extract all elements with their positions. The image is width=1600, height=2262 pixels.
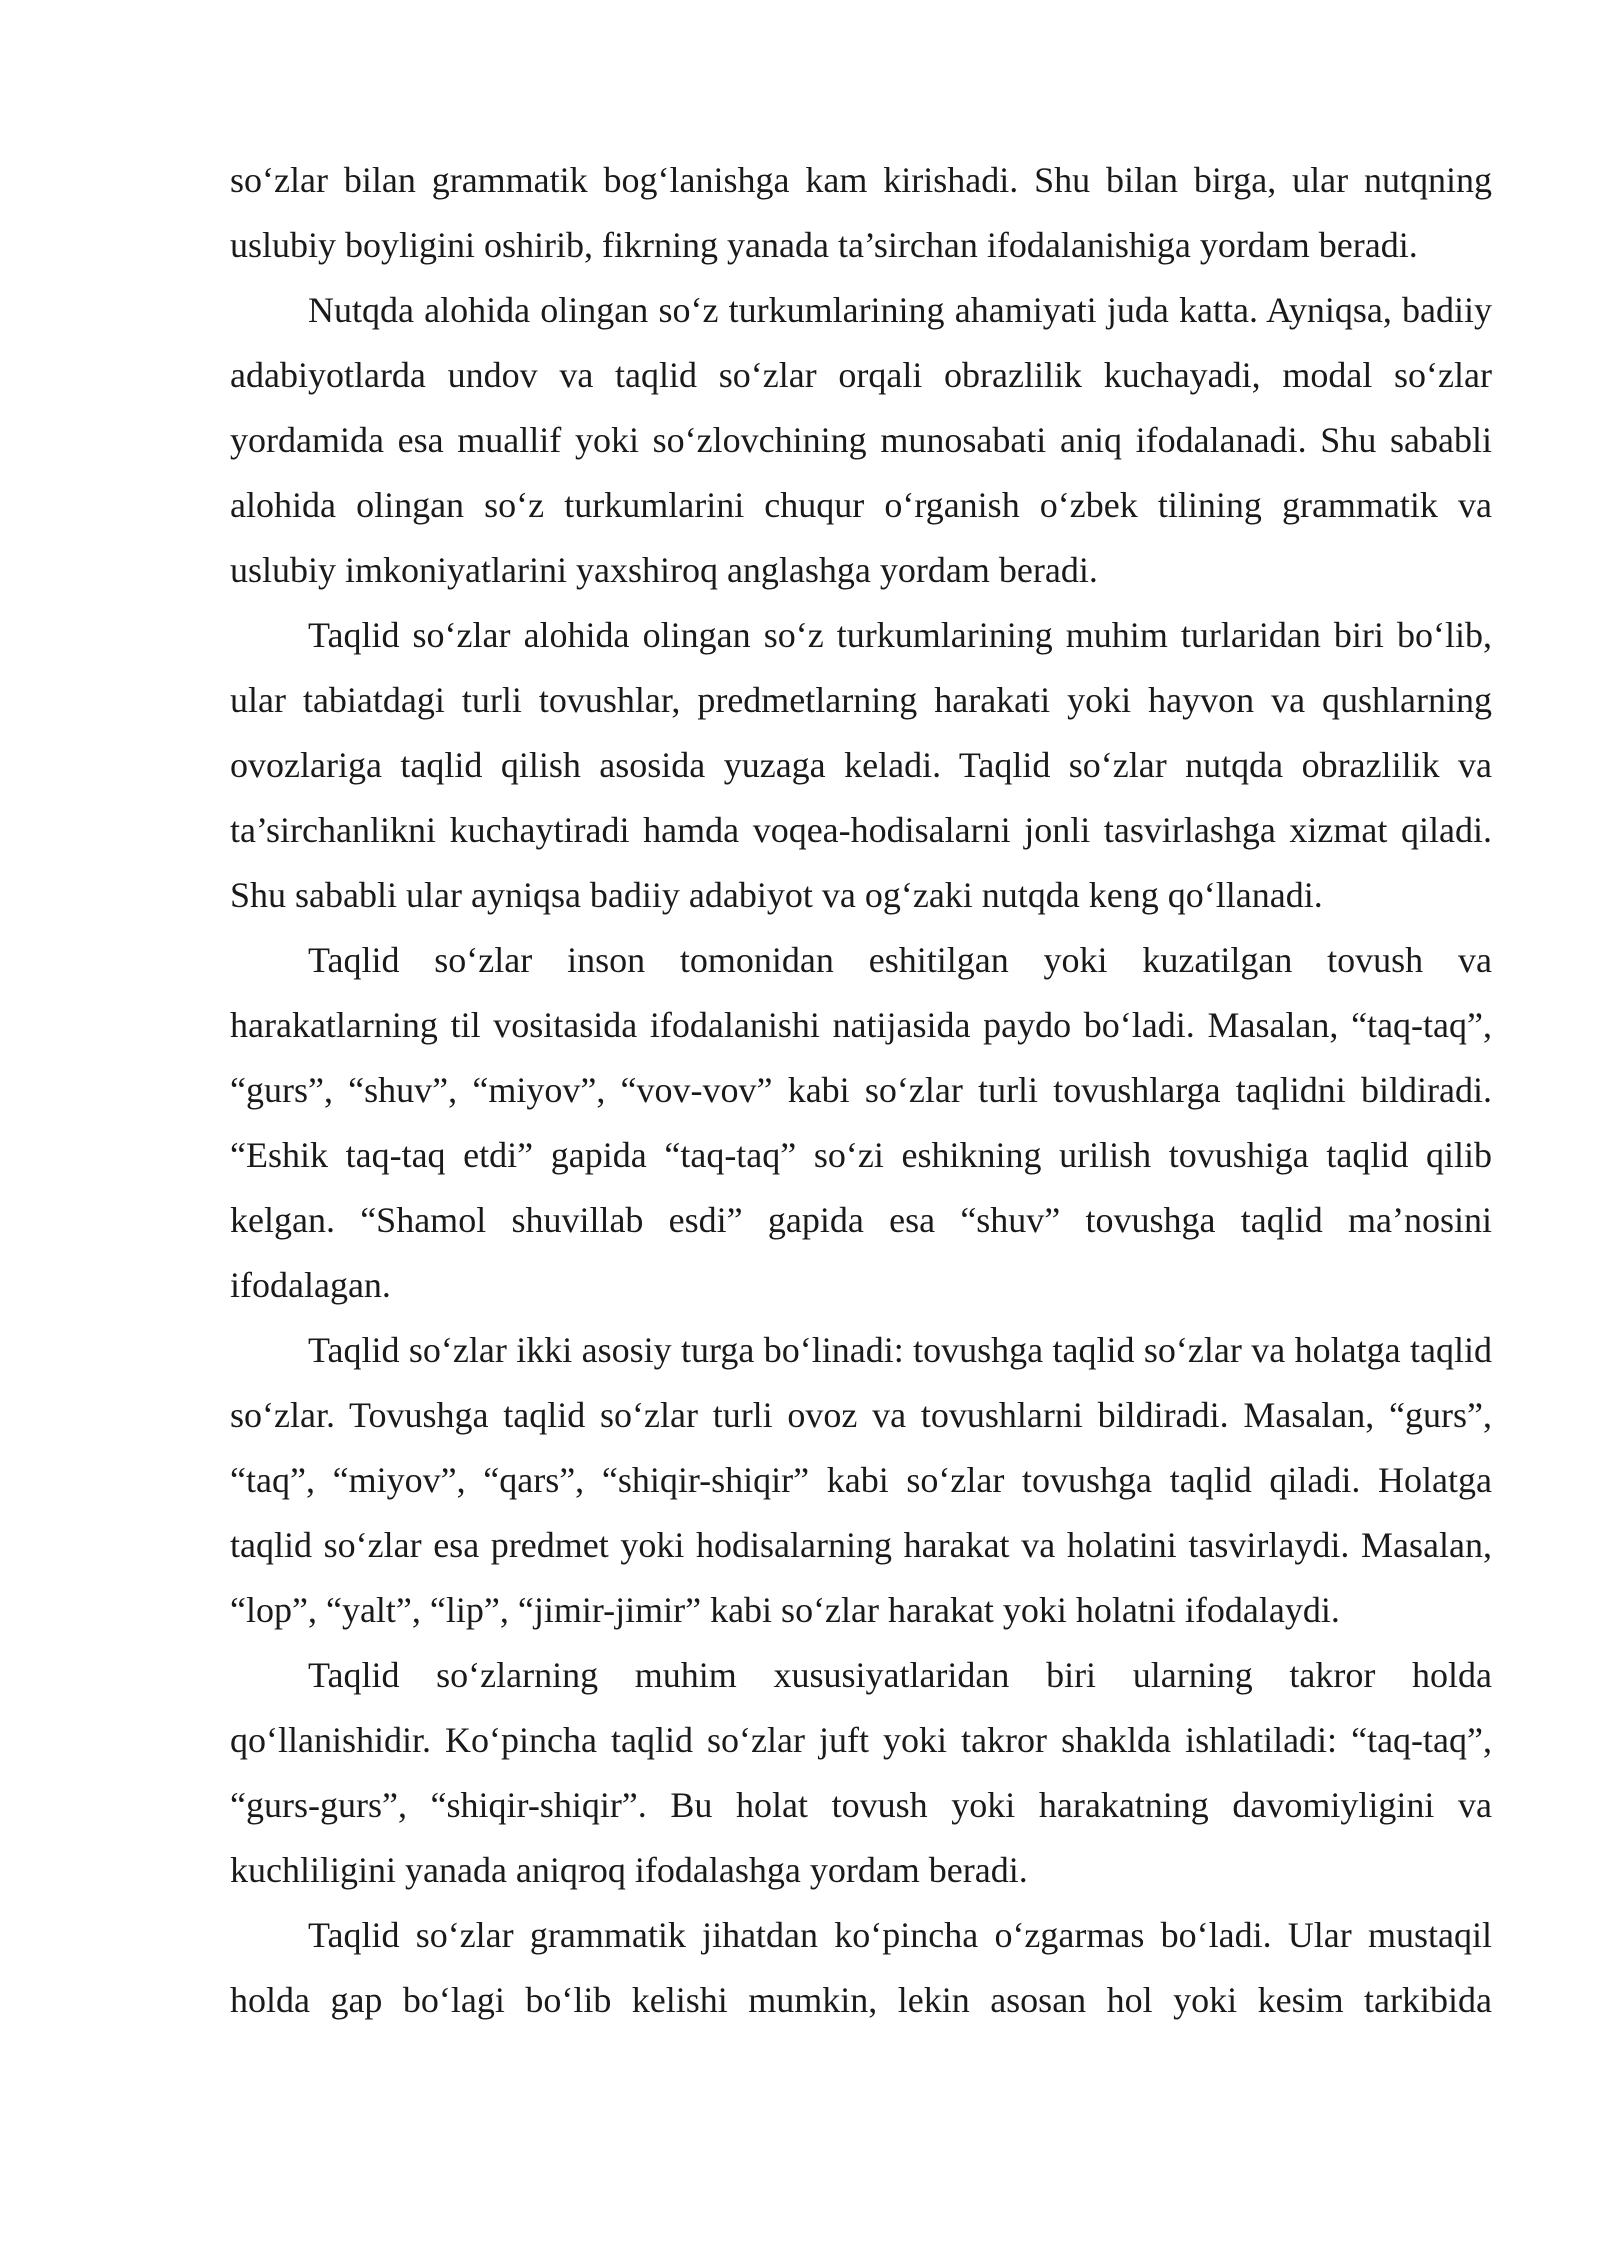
paragraph-6: Taqlid so‘zlarning muhim xususiyatlaridan biri ularning takror holda qo‘llanishidir. Ko‘pincha taqlid so‘zlar juft yoki takror shaklda ishlatiladi: “taq-taq”, “gurs-gurs”, “shiqir-shiqir”. Bu holat tovush yoki harakatning davomiyligini va kuchliligini yanada aniqroq ifodalashga yordam beradi.: [230, 1655, 1492, 1890]
document-page: [230, 148, 1492, 2033]
paragraph-2: Nutqda alohida olingan so‘z turkumlarining ahamiyati juda katta. Ayniqsa, badiiy adabiyotlarda undov va taqlid so‘zlar orqali obrazlilik kuchayadi, modal so‘zlar yordamida esa muallif yoki so‘zlovchining munosabati aniq ifodalanadi. Shu sababli alohida olingan so‘z turkumlarini chuqur o‘rganish o‘zbek tilining grammatik va uslubiy imkoniyatlarini yaxshiroq anglashga yordam beradi.: [230, 290, 1492, 590]
paragraph-5: Taqlid so‘zlar ikki asosiy turga bo‘linadi: tovushga taqlid so‘zlar va holatga taqlid so‘zlar. Tovushga taqlid so‘zlar turli ovoz va tovushlarni bildiradi. Masalan, “gurs”, “taq”, “miyov”, “qars”, “shiqir-shiqir” kabi so‘zlar tovushga taqlid qiladi. Holatga taqlid so‘zlar esa predmet yoki hodisalarning harakat va holatini tasvirlaydi. Masalan, “lop”, “yalt”, “lip”, “jimir-jimir” kabi so‘zlar harakat yoki holatni ifodalaydi.: [230, 1330, 1492, 1630]
paragraph-3: Taqlid so‘zlar alohida olingan so‘z turkumlarining muhim turlaridan biri bo‘lib, ular tabiatdagi turli tovushlar, predmetlarning harakati yoki hayvon va qushlarning ovozlariga taqlid qilish asosida yuzaga keladi. Taqlid so‘zlar nutqda obrazlilik va ta’sirchanlikni kuchaytiradi hamda voqea-hodisalarni jonli tasvirlashga xizmat qiladi. Shu sababli ular ayniqsa badiiy adabiyot va og‘zaki nutqda keng qo‘llanadi.: [230, 615, 1492, 915]
paragraph-7: Taqlid so‘zlar grammatik jihatdan ko‘pincha o‘zgarmas bo‘ladi. Ular mustaqil holda gap bo‘lagi bo‘lib kelishi mumkin, lekin asosan hol yoki kesim tarkibida: [230, 1915, 1492, 2020]
paragraph-4: Taqlid so‘zlar inson tomonidan eshitilgan yoki kuzatilgan tovush va harakatlarning til vositasida ifodalanishi natijasida paydo bo‘ladi. Masalan, “taq-taq”, “gurs”, “shuv”, “miyov”, “vov-vov” kabi so‘zlar turli tovushlarga taqlidni bildiradi. “Eshik taq-taq etdi” gapida “taq-taq” so‘zi eshikning urilish tovushiga taqlid qilib kelgan. “Shamol shuvillab esdi” gapida esa “shuv” tovushga taqlid ma’nosini ifodalagan.: [230, 940, 1492, 1305]
paragraph-1: so‘zlar bilan grammatik bog‘lanishga kam kirishadi. Shu bilan birga, ular nutqning uslubiy boyligini oshirib, fikrning yanada ta’sirchan ifodalanishiga yordam beradi.: [230, 160, 1492, 265]
